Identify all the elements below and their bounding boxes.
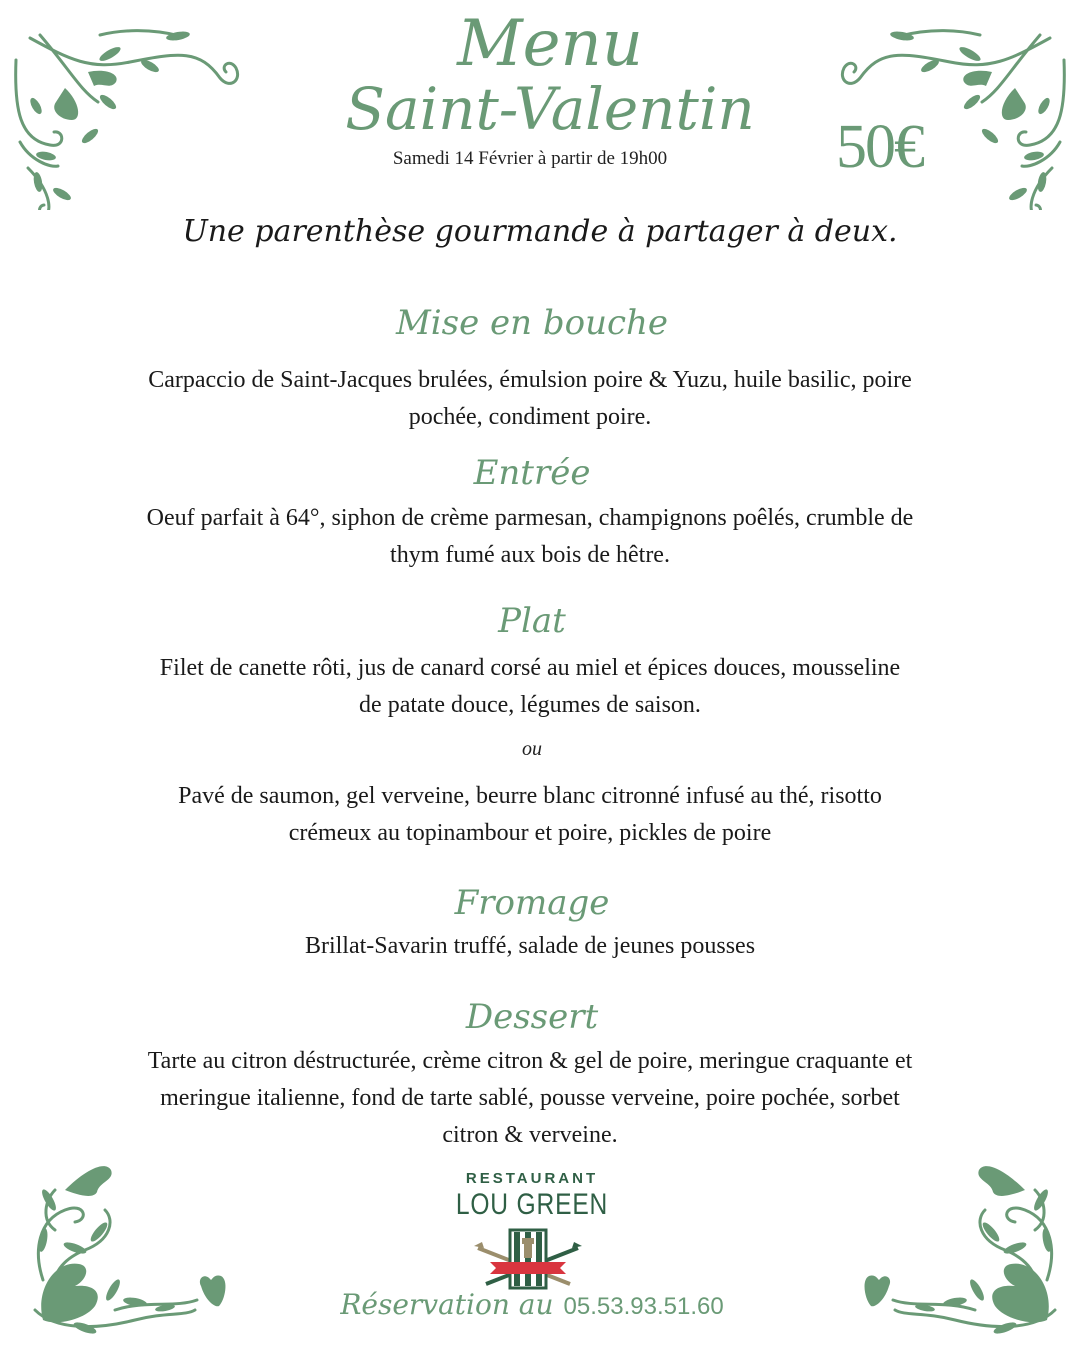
plat-separator-ou: ou [522,738,542,760]
tagline: Une parenthèse gourmande à partager à deux. [182,214,898,249]
desc-line: Oeuf parfait à 64°, siphon de crème parmesan, champignons poêlés, crumble de [146,505,914,531]
section-title-dessert: Dessert [465,997,599,1037]
section-title-mise-en-bouche: Mise en bouche [395,303,669,343]
desc-line: de patate douce, légumes de saison. [359,692,701,718]
desc-line: Carpaccio de Saint-Jacques brulées, émulsion poire & Yuzu, huile basilic, poire [148,367,912,393]
section-desc-fromage [70,928,990,965]
desc-line: Brillat-Savarin truffé, salade de jeunes pousses [304,933,756,959]
reservation-phone[interactable]: 05.53.93.51.60 [563,1293,724,1320]
desc-line: Pavé de saumon, gel verveine, beurre blanc citronné infusé au thé, risotto [178,783,882,809]
section-title-plat: Plat [498,601,566,641]
desc-line: thym fumé aux bois de hêtre. [390,542,670,568]
restaurant-crest-icon [470,1226,586,1290]
desc-line: Tarte au citron déstructurée, crème citron & gel de poire, meringue craquante et [147,1048,913,1074]
desc-line: Filet de canette rôti, jus de canard corsé au miel et épices douces, mousseline [159,655,901,681]
section-desc-entree [70,500,990,574]
reservation-line [0,1288,1064,1321]
menu-title-line1: Menu [457,7,643,81]
desc-line: crémeux au topinambour et poire, pickles de poire [288,820,772,846]
desc-line: pochée, condiment poire. [408,404,652,430]
section-desc-plat [70,650,990,724]
logo-restaurant-label: RESTAURANT [465,1170,599,1187]
menu-title-line2: Saint-Valentin [345,75,755,143]
logo-restaurant-name: LOU GREEN [455,1188,609,1221]
section-title-entree: Entrée [473,453,591,493]
menu-price: 50€ [836,113,923,181]
section-desc-dessert [70,1043,990,1154]
section-desc-mise-en-bouche [70,362,990,436]
desc-line: citron & verveine. [442,1122,618,1148]
event-date: Samedi 14 Février à partir de 19h00 [392,148,668,169]
section-title-fromage: Fromage [454,883,610,923]
desc-line: meringue italienne, fond de tarte sablé, pousse verveine, poire pochée, sorbet [160,1085,900,1111]
section-desc-plat-alt [70,778,990,852]
reservation-label: Réservation au [340,1288,554,1321]
